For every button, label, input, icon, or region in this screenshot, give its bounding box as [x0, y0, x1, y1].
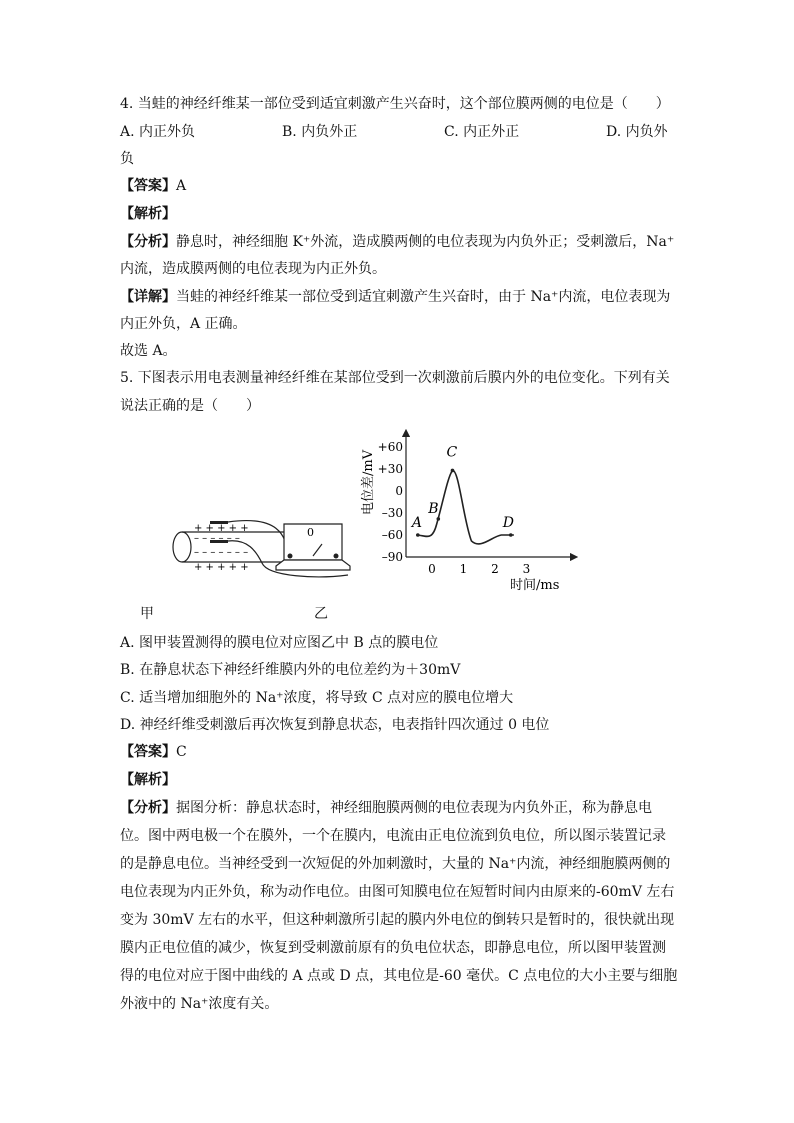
q4-option-d-wrap: 负	[120, 151, 134, 167]
y-tick-label: –30	[381, 506, 403, 520]
q5-fenxi-line-7: 得的电位对应于图中曲线的 A 点或 D 点，其电位是-60 毫伏。C 点电位的大小主要与细胞	[120, 968, 678, 984]
q4-option-d: D. 内负外	[606, 124, 668, 140]
q5-option-c: C. 适当增加细胞外的 Na⁺浓度，将导致 C 点对应的膜电位增大	[120, 690, 514, 706]
q5-fenxi-line-6: 膜内正电位值的减少，恢复到受刺激前原有的负电位状态，即静息电位，所以图甲装置测	[120, 940, 666, 956]
fiber-plus-top: + + + + +	[194, 523, 249, 534]
q4-fenxi-line-1	[120, 232, 674, 252]
q5-fenxi-line-5: 变为 30mV 左右的水平，但这种刺激所引起的膜内外电位的倒转只是暂时的，很快就出现	[120, 912, 675, 928]
q4-stem: 4. 当蛙的神经纤维某一部位受到适宜刺激产生兴奋时，这个部位膜两侧的电位是（ ）	[120, 96, 670, 112]
q4-fenxi-text-1: 静息时，神经细胞 K⁺外流，造成膜两侧的电位表现为内负外正；受刺激后，Na⁺	[176, 234, 675, 250]
y-tick-label: +30	[377, 462, 403, 476]
q5-fenxi-line-2: 位。图中两电极一个在膜外，一个在膜内，电流由正电位流到负电位，所以图示装置记录	[120, 828, 666, 844]
x-tick-label: 1	[459, 562, 468, 576]
figure-label-jia: 甲	[140, 606, 154, 622]
curve-point-label: D	[502, 515, 514, 531]
q4-option-b: B. 内负外正	[282, 124, 358, 140]
q4-option-a: A. 内正外负	[120, 124, 196, 140]
y-tick-label: 0	[395, 484, 403, 498]
q4-answer-line	[120, 176, 186, 196]
y-tick-label: –60	[381, 528, 403, 542]
answer-tag: 【答案】	[120, 744, 176, 760]
x-tick-label: 3	[522, 562, 531, 576]
q5-fenxi-text-1: 据图分析：静息状态时，神经细胞膜两侧的电位表现为内负外正，称为静息电	[176, 800, 652, 816]
xiangjie-tag: 【详解】	[120, 289, 176, 305]
curve-point-label: C	[446, 444, 458, 461]
q5-answer-line	[120, 742, 187, 762]
y-tick-label: –90	[381, 550, 403, 564]
q5-option-b: B. 在静息状态下神经纤维膜内外的电位差约为＋30mV	[120, 662, 461, 678]
q5-fenxi-line-1	[120, 798, 652, 818]
q5-fenxi-line-8: 外液中的 Na⁺浓度有关。	[120, 996, 279, 1012]
curve-point-C	[451, 469, 455, 473]
fiber-minus-top: – – – – – –	[194, 533, 240, 544]
q4-answer: A	[176, 178, 187, 194]
curve-point-label: B	[428, 500, 439, 517]
q5-stem-line-2: 说法正确的是（ ）	[120, 398, 260, 414]
potential-chart	[350, 425, 580, 600]
q5-option-d: D. 神经纤维受刺激后再次恢复到静息状态，电表指针四次通过 0 电位	[120, 717, 550, 733]
fiber-plus-bottom: + + + + +	[194, 562, 249, 573]
curve-point-label: A	[411, 515, 422, 531]
q5-analysis-tag: 【解析】	[120, 772, 176, 788]
q5-answer: C	[176, 744, 187, 760]
curve-point-B	[437, 517, 441, 521]
y-tick-label: +60	[377, 440, 403, 454]
fenxi-tag: 【分析】	[120, 234, 176, 250]
meter-zero-label: 0	[307, 526, 314, 539]
fiber-minus-bottom: – – – – – – –	[194, 547, 249, 558]
q4-option-c: C. 内正外正	[444, 124, 520, 140]
x-axis-label: 时间/ms	[510, 578, 560, 593]
q4-fenxi-line-2: 内流，造成膜两侧的电位表现为内正外负。	[120, 261, 386, 277]
curve-point-D	[509, 533, 513, 537]
x-tick-label: 2	[491, 562, 499, 576]
q4-analysis-tag: 【解析】	[120, 206, 176, 222]
answer-tag: 【答案】	[120, 178, 176, 194]
q4-xiangjie-line-2: 内正外负，A 正确。	[120, 316, 247, 332]
y-axis-label: 电位差/mV	[361, 449, 376, 515]
fenxi-tag: 【分析】	[120, 800, 176, 816]
q5-fenxi-line-4: 电位表现为内正外负，称为动作电位。由图可知膜电位在短暂时间内由原来的-60mV 左右	[120, 884, 675, 900]
x-tick-label: 0	[428, 562, 436, 576]
q4-xiangjie-text-1: 当蛙的神经纤维某一部位受到适宜刺激产生兴奋时，由于 Na⁺内流，电位表现为	[176, 289, 671, 305]
q5-fenxi-line-3: 的是静息电位。当神经受到一次短促的外加刺激时，大量的 Na⁺内流，神经细胞膜两侧的	[120, 856, 671, 872]
figure-label-yi: 乙	[314, 606, 328, 622]
q5-stem-line-1: 5. 下图表示用电表测量神经纤维在某部位受到一次刺激前后膜内外的电位变化。下列有关	[120, 370, 670, 386]
galvanometer	[272, 520, 352, 580]
curve-point-A	[416, 533, 420, 537]
q5-option-a: A. 图甲装置测得的膜电位对应图乙中 B 点的膜电位	[120, 635, 439, 651]
q4-xiangjie-line-1	[120, 287, 670, 307]
q4-conclusion: 故选 A。	[120, 343, 177, 359]
